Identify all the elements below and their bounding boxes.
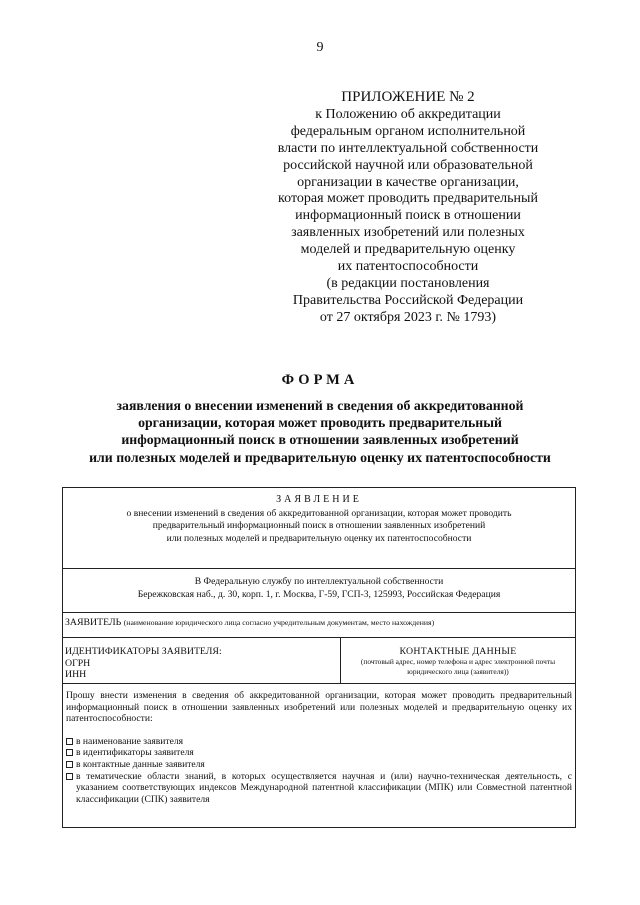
identifiers-contacts-row: [63, 637, 575, 683]
form-subtitle-line: заявления о внесении изменений в сведения об аккредитованной: [116, 398, 524, 413]
appendix-line: моделей и предварительную оценку: [300, 242, 516, 258]
form-title: ФОРМА: [281, 372, 359, 388]
appendix-line: заявленных изобретений или полезных: [291, 225, 525, 241]
recipient-line: Бережковская наб., д. 30, корп. 1, г. Москва, Г-59, ГСП-3, 125993, Российская Федерация: [137, 589, 501, 600]
identifiers-cell[interactable]: [63, 638, 341, 684]
appendix-line: от 27 октября 2023 г. № 1793): [319, 309, 497, 325]
application-header-line: или полезных моделей и предварительную оценку их патентоспособности: [166, 532, 472, 544]
form-subtitle-line: организации, которая может проводить предварительный: [138, 415, 502, 431]
contacts-note: (почтовый адрес, номер телефона и адрес электронной почты юридического лица (заявителя)): [360, 657, 556, 676]
appendix-block: [258, 89, 558, 327]
appendix-line: Правительства Российской Федерации: [292, 292, 524, 308]
form-subtitle-line: или полезных моделей и предварительную оценку их патентоспособности: [89, 449, 551, 465]
application-header-line: о внесении изменений в сведения об аккредитованной организации, которая может проводить: [126, 507, 512, 519]
applicant-label: ЗАЯВИТЕЛЬ: [65, 617, 122, 628]
appendix-line: информационный поиск в отношении: [295, 208, 521, 224]
appendix-line: власти по интеллектуальной собственности: [277, 140, 539, 156]
request-section: [63, 683, 575, 829]
checkbox[interactable]: [66, 749, 73, 756]
appendix-line: которая может проводить предварительный: [278, 191, 538, 207]
form-subtitle-line: информационный поиск в отношении заявленных изобретений: [121, 432, 519, 448]
appendix-line: организации в качестве организации,: [297, 174, 519, 190]
option-contacts-change[interactable]: [66, 759, 572, 771]
application-header: [63, 488, 575, 568]
recipient-line: В Федеральную службу по интеллектуальной собственности: [194, 576, 444, 587]
appendix-line: федеральным органом исполнительной: [290, 123, 526, 139]
appendix-line: их патентоспособности: [337, 259, 479, 275]
applicant-note: (наименование юридического лица согласно учредительным документам, место нахождения): [123, 618, 435, 627]
option-identifiers-change[interactable]: [66, 747, 572, 759]
checkbox[interactable]: [66, 761, 73, 768]
contacts-cell[interactable]: [341, 638, 575, 684]
applicant-field[interactable]: [63, 612, 575, 637]
page-number: 9: [316, 40, 324, 55]
appendix-line: (в редакции постановления: [326, 275, 490, 291]
option-label: в идентификаторы заявителя: [76, 747, 194, 759]
checkbox[interactable]: [66, 773, 73, 780]
request-text: Прошу внести изменения в сведения об аккредитованной организации, которая может проводить предварительный информационный поиск в отношении заявленных изобретений или полезных моделей и предварительную оценку их патентоспособности:: [66, 690, 572, 725]
option-label: в тематические области знаний, в которых осуществляется научная и (или) научно-техническая деятельность, с указанием соответствующих индексов Международной патентной классификации (МПК) или Совместной патентной классификации (СПК) заявителя: [76, 770, 572, 805]
option-label: в наименование заявителя: [76, 735, 184, 747]
identifiers-title: ИДЕНТИФИКАТОРЫ ЗАЯВИТЕЛЯ:: [65, 646, 222, 657]
appendix-line: к Положению об аккредитации: [315, 106, 501, 122]
option-name-change[interactable]: [66, 736, 572, 748]
application-header-line: предварительный информационный поиск в отношении заявленных изобретений: [152, 520, 486, 531]
application-header-title: ЗАЯВЛЕНИЕ: [276, 494, 362, 505]
option-subject-areas-change[interactable]: [66, 771, 572, 806]
appendix-title: ПРИЛОЖЕНИЕ № 2: [341, 89, 475, 105]
checkbox[interactable]: [66, 738, 73, 745]
inn-label: ИНН: [65, 669, 87, 680]
appendix-line: российской научной или образовательной: [283, 157, 533, 173]
form-subtitle: [60, 397, 580, 466]
option-label: в контактные данные заявителя: [76, 758, 205, 770]
application-form-box: [62, 487, 576, 828]
contacts-title: КОНТАКТНЫЕ ДАННЫЕ: [399, 646, 517, 657]
recipient-section: [63, 568, 575, 612]
ogrn-label: ОГРН: [65, 657, 91, 669]
